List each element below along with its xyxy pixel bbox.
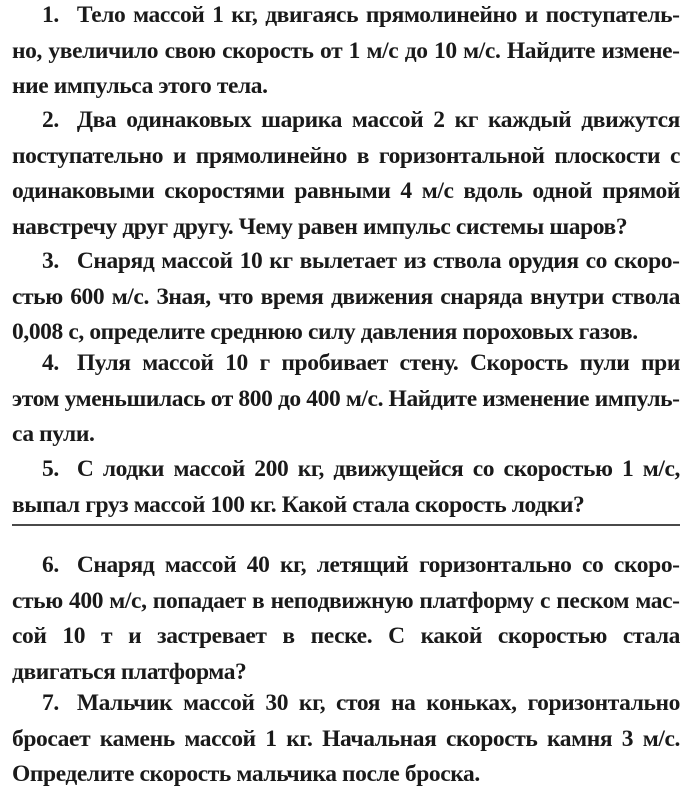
section-divider — [12, 524, 680, 526]
problem-4 — [12, 346, 680, 453]
problem-text: Снаряд массой 40 кг, летящий горизонтально со скоростью 400 м/с, попадает в неподвижную платформу с песком массой 10 т и застревает в песке. С какой скоростью стала двигаться платформа? — [12, 552, 680, 685]
problem-2 — [12, 103, 680, 245]
problem-1 — [12, 0, 680, 105]
problem-number: 6. — [42, 552, 59, 578]
problem-3 — [12, 244, 680, 351]
problem-text: Пуля массой 10 г пробивает стену. Скорость пули при этом уменьшилась от 800 до 400 м/с. Найдите изменение импульса пули. — [12, 350, 680, 447]
problem-number: 7. — [42, 690, 59, 716]
problem-text: С лодки массой 200 кг, движущейся со скоростью 1 м/с, выпал груз массой 100 кг. Какой стала скорость лодки? — [12, 456, 680, 518]
problem-number: 1. — [42, 2, 59, 28]
problem-number: 5. — [42, 456, 59, 482]
problem-text: Мальчик массой 30 кг, стоя на коньках, горизонтально бросает камень массой 1 кг. Начальная скорость камня 3 м/с. Определите скорость мальчика после броска. — [12, 690, 680, 787]
problem-text: Снаряд массой 10 кг вылетает из ствола орудия со скоростью 600 м/с. Зная, что время движения снаряда внутри ствола 0,008 с, определите среднюю силу давления пороховых газов. — [12, 248, 680, 345]
problem-number: 3. — [42, 248, 59, 274]
problem-number: 4. — [42, 350, 59, 376]
problem-text: Два одинаковых шарика массой 2 кг каждый движутся поступательно и прямолинейно в горизонтальной плоскости с одинаковыми скоростями равными 4 м/с вдоль одной прямой навстречу друг другу. Чему равен импульс системы шаров? — [12, 107, 680, 240]
problem-5 — [12, 452, 680, 523]
problem-number: 2. — [42, 107, 59, 133]
problem-7 — [12, 686, 680, 793]
problem-text: Тело массой 1 кг, двигаясь прямолинейно и поступательно, увеличило свою скорость от 1 м/с до 10 м/с. Найдите изменение импульса этого тела. — [12, 2, 680, 99]
problem-6 — [12, 548, 680, 690]
